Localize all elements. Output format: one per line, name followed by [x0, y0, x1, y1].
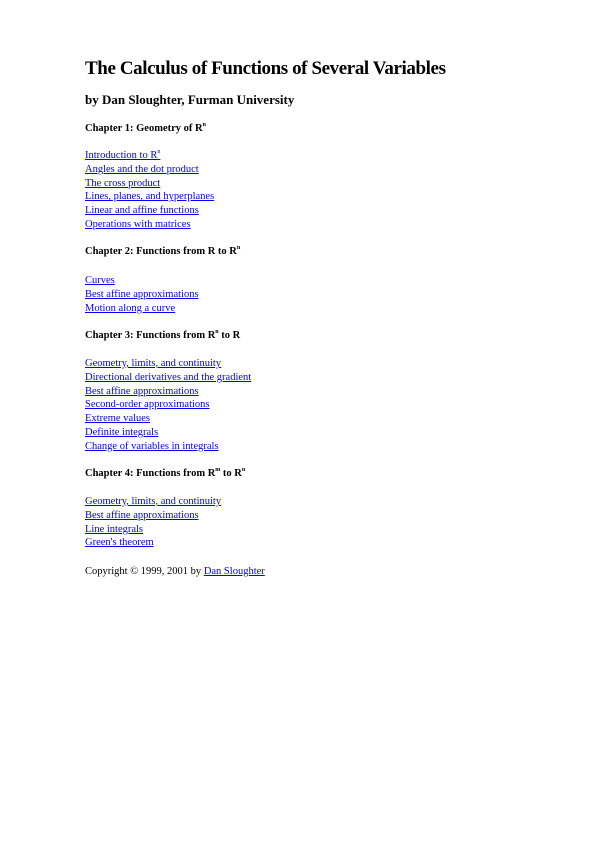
link-best-affine-approximations[interactable]: Best affine approximations — [85, 288, 199, 300]
list-item — [85, 371, 251, 385]
link-introduction-to-rn[interactable]: Introduction to R$^n$ — [85, 149, 161, 161]
list-item — [85, 163, 214, 177]
chapter-2-link-list — [85, 274, 199, 315]
link-lines-planes-hyperplanes[interactable]: Lines, planes, and hyperplanes — [85, 191, 215, 203]
list-item — [85, 302, 199, 316]
list-item — [85, 536, 221, 550]
chapter-1-link-list — [85, 149, 214, 232]
link-line-integrals[interactable]: Line integrals — [85, 523, 144, 535]
link-operations-with-matrices[interactable]: Operations with matrices — [85, 218, 191, 230]
author-link[interactable]: Dan Sloughter — [203, 566, 265, 577]
link-angles-dot-product[interactable]: Angles and the dot product — [85, 163, 199, 175]
link-geometry-limits-continuity[interactable]: Geometry, limits, and continuity — [85, 358, 222, 369]
chapter-1-heading: Chapter 1: Geometry of $R^n$ — [85, 122, 206, 134]
list-item — [85, 218, 214, 232]
link-curves[interactable]: Curves — [85, 275, 115, 286]
list-item — [85, 523, 221, 537]
link-geometry-limits-continuity[interactable]: Geometry, limits, and continuity — [85, 496, 222, 507]
link-second-order-approximations[interactable]: Second-order approximations — [85, 399, 210, 411]
list-item — [85, 274, 199, 288]
link-greens-theorem[interactable]: Green's theorem — [85, 537, 154, 549]
page-title: The Calculus of Functions of Several Variables — [85, 58, 446, 79]
list-item — [85, 426, 251, 440]
list-item — [85, 149, 214, 163]
list-item — [85, 190, 214, 204]
link-extreme-values[interactable]: Extreme values — [85, 413, 151, 425]
link-best-affine-approximations[interactable]: Best affine approximations — [85, 385, 199, 397]
link-definite-integrals[interactable]: Definite integrals — [85, 426, 159, 438]
list-item — [85, 509, 221, 523]
list-item — [85, 288, 199, 302]
list-item — [85, 204, 214, 218]
copyright-notice — [85, 566, 265, 577]
link-motion-along-curve[interactable]: Motion along a curve — [85, 302, 176, 314]
list-item — [85, 398, 251, 412]
list-item — [85, 495, 221, 509]
chapter-4-link-list — [85, 495, 221, 550]
list-item — [85, 357, 251, 371]
copyright-text: Copyright © 1999, 2001 by — [85, 566, 204, 577]
link-best-affine-approximations[interactable]: Best affine approximations — [85, 509, 199, 521]
list-item — [85, 440, 251, 454]
link-directional-derivatives-gradient[interactable]: Directional derivatives and the gradient — [85, 371, 252, 383]
link-cross-product[interactable]: The cross product — [85, 177, 161, 189]
link-linear-affine-functions[interactable]: Linear and affine functions — [85, 205, 199, 217]
chapter-2-heading: Chapter 2: Functions from R to $R^n$ — [85, 245, 241, 257]
list-item — [85, 385, 251, 399]
link-change-of-variables[interactable]: Change of variables in integrals — [85, 440, 219, 452]
list-item — [85, 177, 214, 191]
chapter-4-heading: Chapter 4: Functions from $R^m$ to $R^n$ — [85, 467, 246, 479]
chapter-3-heading: Chapter 3: Functions from $R^n$ to R — [85, 329, 241, 341]
chapter-3-link-list — [85, 357, 251, 454]
list-item — [85, 412, 251, 426]
author-byline: by Dan Sloughter, Furman University — [85, 92, 295, 107]
